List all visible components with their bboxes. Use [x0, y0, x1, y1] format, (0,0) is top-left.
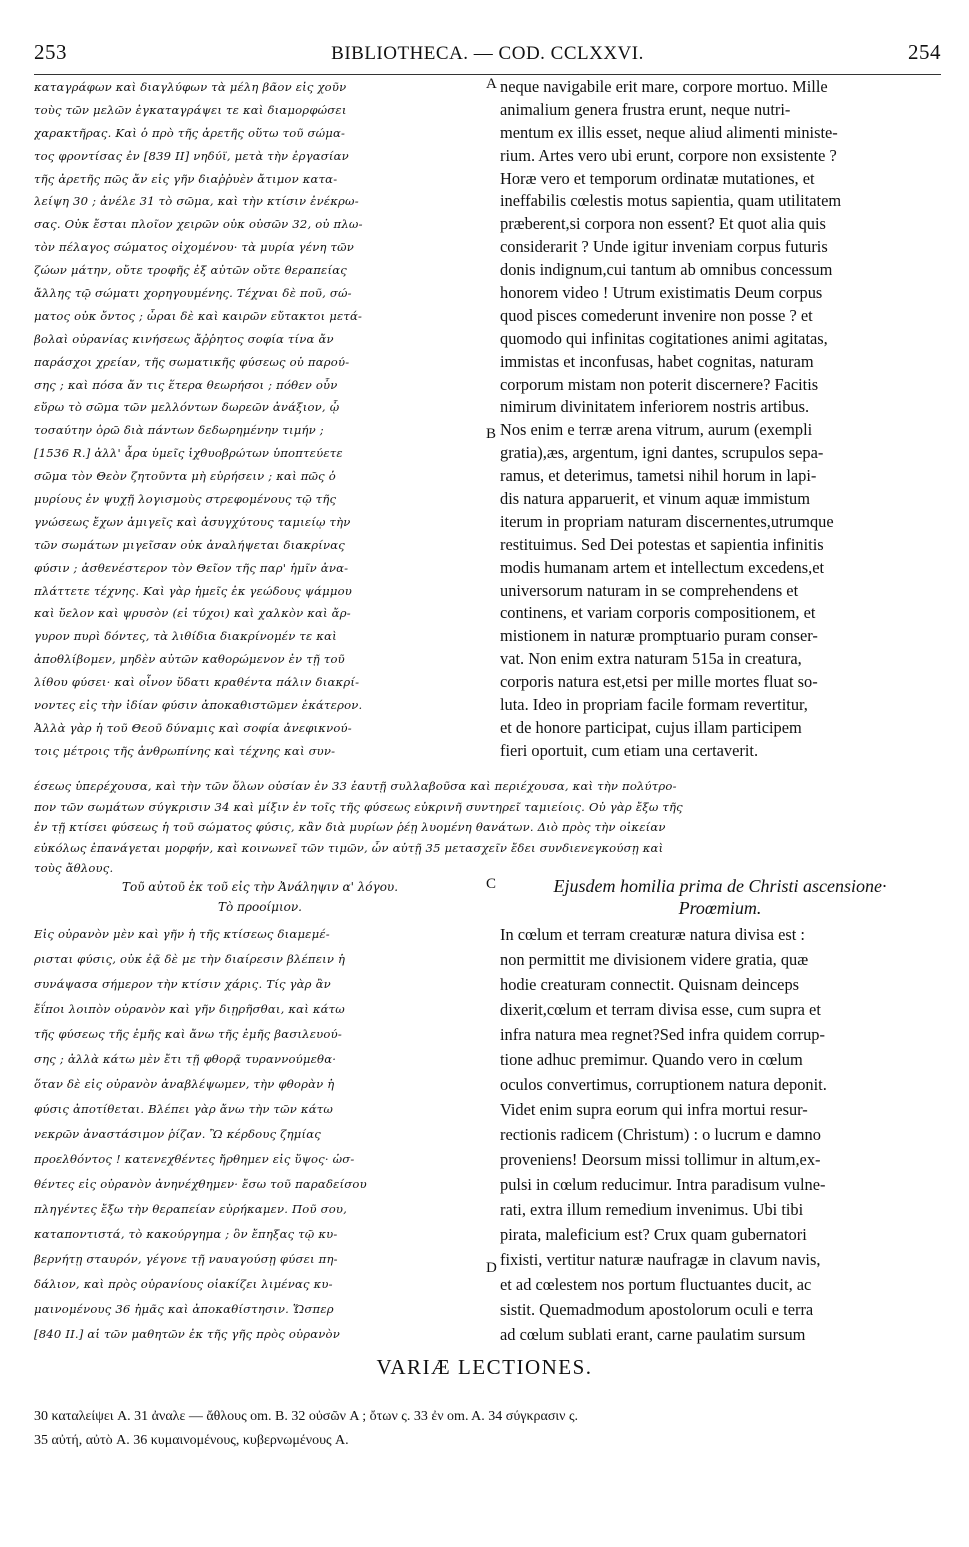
text-line: In cœlum et terram creaturæ natura divisa est : [500, 925, 805, 944]
latin-section-subtitle: Proœmium. [678, 898, 762, 918]
variant-line-2: 35 αὐτή, αὐτὸ A. 36 κυμαινομένους, κυβερνωμένους A. [34, 1433, 349, 1448]
text-line: et ad cœlestem nos portum fluctuantes ducit, ac [500, 1275, 812, 1294]
text-line: Videt enim supra eorum qui infra mortui resur- [500, 1100, 808, 1119]
greek-column-1 [34, 76, 486, 763]
text-line: τοσαύτην ὁρῶ διὰ πάντων δεδωρημένην τιμήν ; [34, 423, 324, 438]
text-line: ματος οὐκ ὄντος ; ὧραι δὲ καὶ καιρῶν εὔτακτοι μετά- [34, 308, 363, 323]
text-line: dixerit,cœlum et terram divisa esse, cum supra et [500, 1000, 821, 1019]
greek-section-title: Τοῦ αὐτοῦ ἐκ τοῦ εἰς τὴν Ἀνάληψιν α' λόγου. [121, 880, 399, 894]
text-line: corporis natura est,etsi per mille mortes fluat so- [500, 672, 818, 692]
text-line: luta. Ideo in propriam facile formam revertitur, [500, 695, 808, 715]
text-line: iterum in propriam naturam discernentes,utrumque [500, 511, 834, 531]
text-line: quomodo qui infinitas cogitationes animi agitatas, [500, 328, 828, 348]
text-line: βερνήτῃ σταυρόν, γέγονε τῇ ναυαγούσῃ φύσει πη- [34, 1252, 338, 1266]
latin-column-1 [500, 76, 940, 763]
margin-marker-b: B [486, 426, 497, 442]
text-line: dis natura apparuerit, et vinum aquæ immistum [500, 489, 810, 509]
text-line: ramus, et deterimus, tametsi nihil horum in lapi- [500, 466, 817, 486]
text-line: mentum ex illis esset, neque aliud alimenti ministe- [500, 122, 838, 142]
text-line: hodie creaturam connectit. Quisnam deinceps [500, 975, 800, 994]
text-line: ad cœlum sublati erant, carne paulatim sursum [500, 1325, 806, 1344]
text-line: proveniens! Deorsum missi tollimur in altum,ex- [500, 1150, 821, 1169]
text-line: continens, et variam corporis compositionem, et [500, 603, 816, 623]
text-line: ἐν τῇ κτίσει φύσεως ἡ τοῦ σώματος φύσις, κἂν διὰ μυρίων ῥέῃ λυομένη θανάτων. Διὸ πρὸς τὴν οἰκείαν [34, 820, 666, 834]
text-line: εὐκόλως ἐπανάγεται μορφήν, καὶ κοινωνεῖ τῶν τιμῶν, ὧν αὐτῇ 35 μετασχεῖν ἔδει συνδιενεγκούσῃ καὶ [34, 840, 664, 855]
text-line: ἄλλης τῷ σώματι χορηγουμένης. Τέχναι δὲ ποῦ, σώ- [34, 286, 352, 301]
text-line: τος φροντίσας ἐν [839 II] νηδύϊ, μετὰ τὴν ἐργασίαν [34, 148, 349, 163]
text-line: έσεως ὑπερέχουσα, καὶ τὴν τῶν ὅλων οὐσίαν ἐν 33 ἑαυτῇ συλλαβοῦσα καὶ περιέχουσα, καὶ τὴν πολύτρο- [34, 779, 677, 793]
page-number-right: 254 [908, 40, 941, 64]
text-line: non permittit me divisionem videre gratia, quæ [500, 950, 809, 969]
text-line: [840 II.] αἱ τῶν μαθητῶν ἐκ τῆς γῆς πρὸς οὐρανὸν [34, 1327, 340, 1341]
text-line: σῶμα τὸν Θεὸν ζητοῦντα μὴ εὑρήσειν ; καὶ πῶς ὁ [34, 469, 336, 484]
text-line: τῶν σωμάτων μιγεῖσαν οὐκ ἀναλήψεται διακρίνας [34, 537, 345, 552]
header-rule [34, 74, 941, 75]
text-line: donis indignum,cui tantum ab omnibus concessum [500, 260, 833, 280]
text-line: Ἀλλὰ γὰρ ἡ τοῦ Θεοῦ δύναμις καὶ σοφία ἀνεφικνού- [34, 720, 352, 735]
text-line: quod pisces comederunt invenire non posse ? et [500, 305, 813, 325]
text-line: ὅταν δὲ εἰς οὐρανὸν ἀναβλέψωμεν, τὴν φθορὰν ἡ [34, 1077, 335, 1091]
variae-lectiones-notes [34, 1405, 942, 1453]
greek-column-2 [34, 922, 486, 1347]
text-line: δάλιον, καὶ πρὸς οὐρανίους οἰακίζει λιμένας κυ- [34, 1277, 333, 1291]
text-line: μαινομένους 36 ἡμᾶς καὶ ἀποκαθίστησιν. Ὥσπερ [34, 1302, 334, 1316]
text-line: παράσχοι χρείαν, τῆς σωματικῆς φύσεως οὐ παρού- [34, 354, 350, 369]
text-line: et de honore participat, cujus illam participem [500, 717, 802, 737]
text-line: restituimus. Sed Dei potestas et sapientia infinitis [500, 534, 824, 554]
text-line: γυρον πυρὶ δόντες, τὰ λιθίδια διακρίνομέν τε καὶ [34, 629, 337, 644]
text-line: σης ; ἀλλὰ κάτω μὲν ἔτι τῇ φθορᾷ τυραννούμεθα· [34, 1052, 337, 1066]
text-line: præberent,si corpora non essent? Et quot alia quis [500, 214, 826, 234]
margin-marker-d: D [486, 1260, 497, 1276]
text-line: σης ; καὶ πόσα ἄν τις ἕτερα θεωρήσοι ; πόθεν οὖν [34, 377, 338, 392]
greek-section-subtitle: Τὸ προοίμιον. [218, 900, 302, 914]
text-line: considerarit ? Unde igitur inveniam corpus futuris [500, 237, 828, 257]
text-line: τῆς ἀρετῆς πῶς ἄν εἰς γῆν διαῤῥυὲν ἄτιμον κατα- [34, 171, 338, 186]
text-line: sistit. Quemadmodum apostolorum oculi e terra [500, 1300, 814, 1319]
text-line: pulsi in cœlum reducimur. Intra paradisum vulne- [500, 1175, 826, 1194]
text-line: ineffabilis cœlestis motus sapientia, quam utilitatem [500, 191, 842, 211]
text-line: συνάψασα σήμερον τὴν κτίσιν χάρις. Τίς γὰρ ἂν [34, 977, 331, 991]
text-line: θέντες εἰς οὐρανὸν ἀνηνέχθημεν· ἔσω τοῦ παραδείσου [34, 1177, 367, 1191]
text-line: Εἰς οὐρανὸν μὲν καὶ γῆν ἡ τῆς κτίσεως διαμεμέ- [34, 927, 330, 941]
margin-marker-c: C [486, 876, 497, 892]
text-line: ζώων μάτην, οὔτε τροφῆς ἐξ αὐτῶν οὔτε θεραπείας [34, 263, 347, 278]
text-line: τοις μέτροις τῆς ἀνθρωπίνης καὶ τέχνης καὶ συν- [34, 743, 336, 758]
text-line: τὸν πέλαγος σώματος οἰχομένου· τὰ μυρία γένη τῶν [34, 240, 355, 255]
page-number-left: 253 [34, 40, 67, 64]
text-line: νοντες εἰς τὴν ἰδίαν φύσιν ἀποκαθιστῶμεν ἑκάτερον. [34, 698, 363, 713]
text-line: βολαὶ οὐρανίας κινήσεως ἄῤῥητος σοφία τίνα ἄν [34, 331, 334, 346]
text-line: fixisti, vertitur naturæ naufragæ in clavum navis, [500, 1250, 821, 1269]
text-line: [1536 R.] ἀλλ' ἆρα ὑμεῖς ἰχθυοβρώτων ὑποπτεύετε [34, 446, 343, 461]
latin-section-title: Ejusdem homilia prima de Christi ascensione· [553, 876, 887, 896]
text-line: neque navigabile erit mare, corpore mortuo. Mille [500, 77, 828, 96]
text-line: τῆς φύσεως τῆς ἐμῆς καὶ ἄνω τῆς ἐμῆς βασιλευού- [34, 1027, 342, 1041]
text-line: pirata, maleficium est? Crux quam gubernatori [500, 1225, 807, 1244]
text-line: ρισται φύσις, οὐκ ἐᾷ δὲ με τὴν διαίρεσιν βλέπειν ἡ [34, 952, 346, 966]
text-line: immistas et inconfusas, habet cognitas, naturam [500, 351, 814, 371]
text-line: vat. Non enim extra naturam 515a in creatura, [500, 649, 802, 669]
text-line: tione adhuc premimur. Quando vero in cœlum [500, 1050, 803, 1069]
text-line: γνώσεως ἔχων ἀμιγεῖς καὶ ἀσυγχύτους ταμιείῳ τὴν [34, 514, 351, 529]
text-line: εὕρω τὸ σῶμα τῶν μελλόντων δωρεῶν ἀνάξιον, ᾧ [34, 400, 340, 415]
text-line: καὶ ὕελον καὶ ψρυσὸν (εἰ τύχοι) καὶ χαλκὸν καὶ ἄρ- [34, 606, 351, 621]
text-line: corporum mistam non poterit discernere? Facitis [500, 374, 819, 394]
text-line: προελθόντος ! κατενεχθέντες ἤρθημεν εἰς ὕψος· ὠσ- [34, 1152, 355, 1166]
variae-lectiones-title: VARIÆ LECTIONES. [376, 1355, 593, 1379]
text-line: φύσιν ; ἀσθενέστερον τὸν Θεῖον τῆς παρ' ἡμῖν ἀνα- [34, 560, 349, 575]
text-line: νεκρῶν ἀναστάσιμον ῥίζαν. Ὢ κέρδους ζημίας [34, 1127, 321, 1141]
text-line: oculos convertimus, corruptionem natura deponit. [500, 1075, 827, 1094]
text-line: modis humanam artem et intellectum excedens,et [500, 557, 825, 577]
text-line: καταποντιστά, τὸ κακούργημα ; ὃν ἔπηξας τῷ κυ- [34, 1227, 338, 1241]
variant-line-1: 30 καταλείψει A. 31 ἀναλε — ἄθλους om. B. 32 οὐσῶν A ; ὄτων ς. 33 ἐν om. A. 34 σύγκρασιν ς. [34, 1409, 579, 1424]
greek-full-width [34, 776, 942, 879]
text-line: καταγράφων καὶ διαγλύφων τὰ μέλη βᾶον εἰς χοῦν [34, 80, 347, 94]
text-line: rium. Artes vero ubi erunt, corpore non exsistente ? [500, 145, 837, 165]
text-line: λίθου φύσει· καὶ οἶνον ὕδατι κραθέντα πάλιν διακρί- [34, 675, 360, 690]
text-line: rectionis radicem (Christum) : o lucrum e damno [500, 1125, 821, 1144]
text-line: πον τῶν σωμάτων σύγκρισιν 34 καὶ μίξιν ἐν τοῖς τῆς φύσεως εὐκρινῆ συντηρεῖ ταμιείοις. Οὐ γὰρ ἔξω τῆς [34, 799, 683, 814]
margin-marker-a: A [486, 76, 497, 92]
text-line: χαρακτῆρας. Καὶ ὁ πρὸ τῆς ἀρετῆς οὕτω τοῦ σώμα- [34, 125, 346, 140]
text-line: fieri oportuit, cum etiam una certaverit. [500, 740, 759, 760]
text-line: Nos enim e terræ arena vitrum, aurum (exempli [500, 420, 813, 440]
text-line: τοὺς ἄθλους. [34, 861, 114, 875]
text-line: universorum naturam in se comprehendens et [500, 580, 799, 600]
text-line: πλάττετε τέχνης. Καὶ γὰρ ἡμεῖς ἐκ γεώδους ψάμμου [34, 583, 353, 598]
text-line: σας. Οὐκ ἔσται πλοῖον χειρῶν οὐκ οὐσῶν 32, οὐ πλω- [34, 217, 363, 232]
text-line: rati, extra illum remedium invenimus. Ubi tibi [500, 1200, 804, 1219]
running-title: BIBLIOTHECA. — COD. CCLXXVI. [331, 43, 644, 64]
text-line: honorem video ! Utrum existimatis Deum corpus [500, 283, 823, 303]
text-line: mistionem in naturæ promptuario puram conser- [500, 626, 818, 646]
text-line: πληγέντες ἔξω τὴν θεραπείαν εὑρήκαμεν. Ποῦ σου, [34, 1202, 348, 1216]
text-line: Horæ vero et temporum ordinatæ mutationes, et [500, 168, 815, 188]
text-line: μυρίους ἐν ψυχῇ λογισμοὺς στρεφομένους τῷ τῆς [34, 492, 337, 507]
text-line: φύσις ἀποτίθεται. Βλέπει γὰρ ἄνω τὴν τῶν κάτω [34, 1102, 333, 1116]
text-line: infra natura mea regnet?Sed infra quidem corrup- [500, 1025, 825, 1044]
text-line: τοὺς τῶν μελῶν ἐγκαταγράψει τε καὶ διαμορφώσει [34, 102, 347, 117]
text-line: nimirum divinitatem inferiorem nostris artibus. [500, 397, 810, 417]
text-line: gratia),æs, argentum, igni dantes, scrupulos sepa- [500, 443, 824, 463]
latin-column-2 [500, 922, 940, 1347]
text-line: animalium genera frustra erunt, neque nutri- [500, 99, 791, 119]
text-line: λείψη 30 ; ἀνέλε 31 τὸ σῶμα, καὶ τὴν κτίσιν ἐνέκρω- [34, 194, 359, 209]
text-line: ἔΐποι λοιπὸν οὐρανὸν καὶ γῆν διῃρῆσθαι, καὶ κάτω [34, 1002, 345, 1016]
text-line: ἀποθλίβομεν, μηδὲν αὐτῶν καθορώμενον ἐν τῇ τοῦ [34, 652, 345, 667]
page-header [34, 40, 941, 70]
